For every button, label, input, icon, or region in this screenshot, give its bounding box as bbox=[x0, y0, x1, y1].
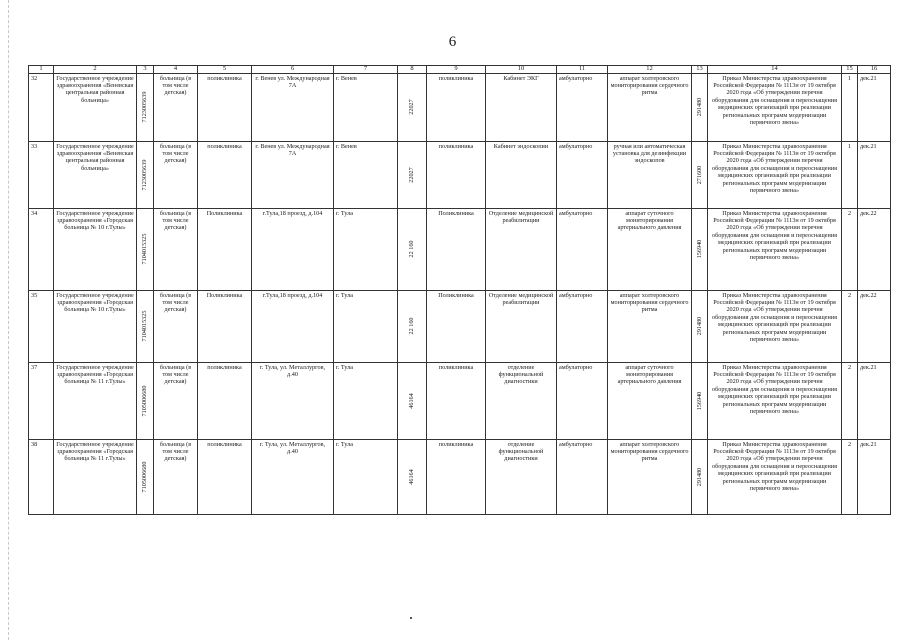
department: Кабинет ЭКГ bbox=[486, 73, 557, 141]
deadline-date: дек.22 bbox=[858, 208, 891, 290]
code-value: 22027 bbox=[407, 166, 415, 183]
city: г. Тула bbox=[334, 208, 398, 290]
quantity: 2 bbox=[842, 362, 858, 439]
quantity: 2 bbox=[842, 290, 858, 362]
unit-type: поликлиника bbox=[427, 141, 486, 208]
equipment-code-cell bbox=[692, 208, 708, 290]
code-cell bbox=[398, 141, 427, 208]
deadline-date: дек.21 bbox=[858, 362, 891, 439]
table-row bbox=[29, 439, 891, 514]
inn-value: 7104015325 bbox=[140, 310, 148, 342]
address: г. Венев ул. Международная 7А bbox=[252, 73, 334, 141]
address: г.Тула,18 проезд, д.104 bbox=[252, 290, 334, 362]
table-row bbox=[29, 73, 891, 141]
inn-value: 7123005639 bbox=[140, 91, 148, 123]
equipment-name: аппарат суточного мониторирования артериального давления bbox=[608, 208, 692, 290]
row-number: 32 bbox=[29, 73, 54, 141]
code-value: 22027 bbox=[407, 99, 415, 115]
care-form: амбулаторно bbox=[557, 73, 608, 141]
address: г.Тула,18 проезд, д.104 bbox=[252, 208, 334, 290]
deadline-date: дек.21 bbox=[858, 73, 891, 141]
col-header: 3 bbox=[137, 66, 154, 74]
city: г. Тула bbox=[334, 290, 398, 362]
care-form: амбулаторно bbox=[557, 141, 608, 208]
city: г. Тула bbox=[334, 439, 398, 514]
subdivision: Поликлиника bbox=[198, 290, 252, 362]
department: Кабинет эндоскопии bbox=[486, 141, 557, 208]
equipment-code-cell bbox=[692, 362, 708, 439]
equipment-name: аппарат холтеровского мониторирования сердечного ритма bbox=[608, 439, 692, 514]
unit-type: поликлиника bbox=[427, 439, 486, 514]
equipment-name: аппарат холтеровского мониторирования сердечного ритма bbox=[608, 73, 692, 141]
col-header: 12 bbox=[608, 66, 692, 74]
department: отделение функциональной диагностики bbox=[486, 439, 557, 514]
unit-type: поликлиника bbox=[427, 362, 486, 439]
equipment-code-value: 156940 bbox=[695, 239, 703, 259]
quantity: 2 bbox=[842, 208, 858, 290]
code-value: 46164 bbox=[407, 468, 415, 485]
inn-cell bbox=[137, 73, 154, 141]
institution-name: Государственное учреждение здравоохранения «Городская больница № 11 г.Тулы» bbox=[54, 362, 137, 439]
facility-type: больница (в том числе детская) bbox=[154, 362, 198, 439]
inn-value: 7105006680 bbox=[140, 385, 148, 416]
address: г. Тула, ул. Металлургов, д.40 bbox=[252, 362, 334, 439]
equipment-code-value: 291480 bbox=[695, 467, 703, 486]
code-value: 22 160 bbox=[407, 317, 415, 335]
city: г. Венев bbox=[334, 141, 398, 208]
col-header: 1 bbox=[29, 66, 54, 74]
equipment-code-cell bbox=[692, 290, 708, 362]
unit-type: Поликлиника bbox=[427, 290, 486, 362]
table-row bbox=[29, 362, 891, 439]
col-header: 5 bbox=[198, 66, 252, 74]
row-number: 37 bbox=[29, 362, 54, 439]
inn-cell bbox=[137, 290, 154, 362]
equipment-name: аппарат суточного мониторирования артериального давления bbox=[608, 362, 692, 439]
regulation-order: Приказ Министерства здравоохранения Российской Федерации № 1113н от 19 октября 2020 года «Об утверждении перечня оборудования для оснащения и переоснащения медицинских организаций при реализации региональных программ модернизации первичного звена» bbox=[708, 362, 842, 439]
code-cell bbox=[398, 362, 427, 439]
institution-name: Государственное учреждение здравоохранения «Городская больница № 10 г.Тулы» bbox=[54, 290, 137, 362]
left-margin-line bbox=[8, 0, 9, 640]
department: Отделение медицинской реабилитации bbox=[486, 208, 557, 290]
code-cell bbox=[398, 73, 427, 141]
equipment-name: аппарат холтеровского мониторирования сердечного ритма bbox=[608, 290, 692, 362]
col-header: 9 bbox=[427, 66, 486, 74]
facility-type: больница (в том числе детская) bbox=[154, 141, 198, 208]
regulation-order: Приказ Министерства здравоохранения Российской Федерации № 1113н от 19 октября 2020 года «Об утверждении перечня оборудования для оснащения и переоснащения медицинских организаций при реализации региональных программ модернизации первичного звена» bbox=[708, 208, 842, 290]
equipment-table bbox=[28, 65, 891, 515]
regulation-order: Приказ Министерства здравоохранения Российской Федерации № 1113н от 19 октября 2020 года «Об утверждении перечня оборудования для оснащения и переоснащения медицинских организаций при реализации региональных программ модернизации первичного звена» bbox=[708, 439, 842, 514]
care-form: амбулаторно bbox=[557, 290, 608, 362]
inn-cell bbox=[137, 439, 154, 514]
subdivision: Поликлиника bbox=[198, 208, 252, 290]
regulation-order: Приказ Министерства здравоохранения Российской Федерации № 1113н от 19 октября 2020 года «Об утверждении перечня оборудования для оснащения и переоснащения медицинских организаций при реализации региональных программ модернизации первичного звена» bbox=[708, 73, 842, 141]
institution-name: Государственное учреждение здравоохранения «Городская больница № 10 г.Тулы» bbox=[54, 208, 137, 290]
care-form: амбулаторно bbox=[557, 208, 608, 290]
quantity: 1 bbox=[842, 141, 858, 208]
deadline-date: дек.21 bbox=[858, 439, 891, 514]
col-header: 13 bbox=[692, 66, 708, 74]
institution-name: Государственное учреждение здравоохранения «Городская больница № 11 г.Тулы» bbox=[54, 439, 137, 514]
subdivision: поликлиника bbox=[198, 439, 252, 514]
inn-value: 7105006680 bbox=[140, 461, 148, 492]
equipment-name: ручная или автоматическая установка для дезинфекции эндоскопов bbox=[608, 141, 692, 208]
care-form: амбулаторно bbox=[557, 362, 608, 439]
header-row bbox=[29, 66, 891, 74]
table-row bbox=[29, 141, 891, 208]
col-header: 11 bbox=[557, 66, 608, 74]
quantity: 2 bbox=[842, 439, 858, 514]
page-number: 6 bbox=[448, 34, 457, 50]
equipment-code-value: 271600 bbox=[695, 165, 703, 184]
institution-name: Государственное учреждение здравоохранения «Веневская центральная районная больница» bbox=[54, 73, 137, 141]
regulation-order: Приказ Министерства здравоохранения Российской Федерации № 1113н от 19 октября 2020 года «Об утверждении перечня оборудования для оснащения и переоснащения медицинских организаций при реализации региональных программ модернизации первичного звена» bbox=[708, 141, 842, 208]
subdivision: поликлиника bbox=[198, 362, 252, 439]
code-cell bbox=[398, 439, 427, 514]
row-number: 38 bbox=[29, 439, 54, 514]
unit-type: Поликлиника bbox=[427, 208, 486, 290]
code-value: 46164 bbox=[407, 392, 415, 409]
department: отделение функциональной диагностики bbox=[486, 362, 557, 439]
deadline-date: дек.22 bbox=[858, 290, 891, 362]
equipment-code-cell bbox=[692, 141, 708, 208]
city: г. Венев bbox=[334, 73, 398, 141]
deadline-date: дек.21 bbox=[858, 141, 891, 208]
subdivision: поликлиника bbox=[198, 73, 252, 141]
care-form: амбулаторно bbox=[557, 439, 608, 514]
institution-name: Государственное учреждение здравоохранения «Веневская центральная районная больница» bbox=[54, 141, 137, 208]
table-row bbox=[29, 290, 891, 362]
equipment-code-value: 156940 bbox=[695, 391, 703, 410]
code-cell bbox=[398, 208, 427, 290]
col-header: 8 bbox=[398, 66, 427, 74]
inn-value: 7123005639 bbox=[140, 159, 148, 190]
equipment-code-value: 291480 bbox=[695, 316, 703, 336]
equipment-code-cell bbox=[692, 439, 708, 514]
address: г. Тула, ул. Металлургов, д.40 bbox=[252, 439, 334, 514]
regulation-order: Приказ Министерства здравоохранения Российской Федерации № 1113н от 19 октября 2020 года «Об утверждении перечня оборудования для оснащения и переоснащения медицинских организаций при реализации региональных программ модернизации первичного звена» bbox=[708, 290, 842, 362]
subdivision: поликлиника bbox=[198, 141, 252, 208]
col-header: 7 bbox=[334, 66, 398, 74]
col-header: 6 bbox=[252, 66, 334, 74]
inn-cell bbox=[137, 208, 154, 290]
code-cell bbox=[398, 290, 427, 362]
facility-type: больница (в том числе детская) bbox=[154, 290, 198, 362]
row-number: 34 bbox=[29, 208, 54, 290]
inn-cell bbox=[137, 141, 154, 208]
col-header: 10 bbox=[486, 66, 557, 74]
address: г. Венев ул. Международная 7А bbox=[252, 141, 334, 208]
col-header: 14 bbox=[708, 66, 842, 74]
unit-type: поликлиника bbox=[427, 73, 486, 141]
col-header: 16 bbox=[858, 66, 891, 74]
facility-type: больница (в том числе детская) bbox=[154, 208, 198, 290]
facility-type: больница (в том числе детская) bbox=[154, 439, 198, 514]
row-number: 33 bbox=[29, 141, 54, 208]
equipment-code-value: 291480 bbox=[695, 97, 703, 117]
col-header: 4 bbox=[154, 66, 198, 74]
scan-speck bbox=[410, 617, 412, 619]
city: г. Тула bbox=[334, 362, 398, 439]
table-row bbox=[29, 208, 891, 290]
col-header: 2 bbox=[54, 66, 137, 74]
inn-value: 7104015325 bbox=[140, 233, 148, 265]
row-number: 35 bbox=[29, 290, 54, 362]
facility-type: больница (в том числе детская) bbox=[154, 73, 198, 141]
equipment-code-cell bbox=[692, 73, 708, 141]
col-header: 15 bbox=[842, 66, 858, 74]
code-value: 22 160 bbox=[407, 240, 415, 258]
department: Отделение медицинской реабилитации bbox=[486, 290, 557, 362]
quantity: 1 bbox=[842, 73, 858, 141]
inn-cell bbox=[137, 362, 154, 439]
